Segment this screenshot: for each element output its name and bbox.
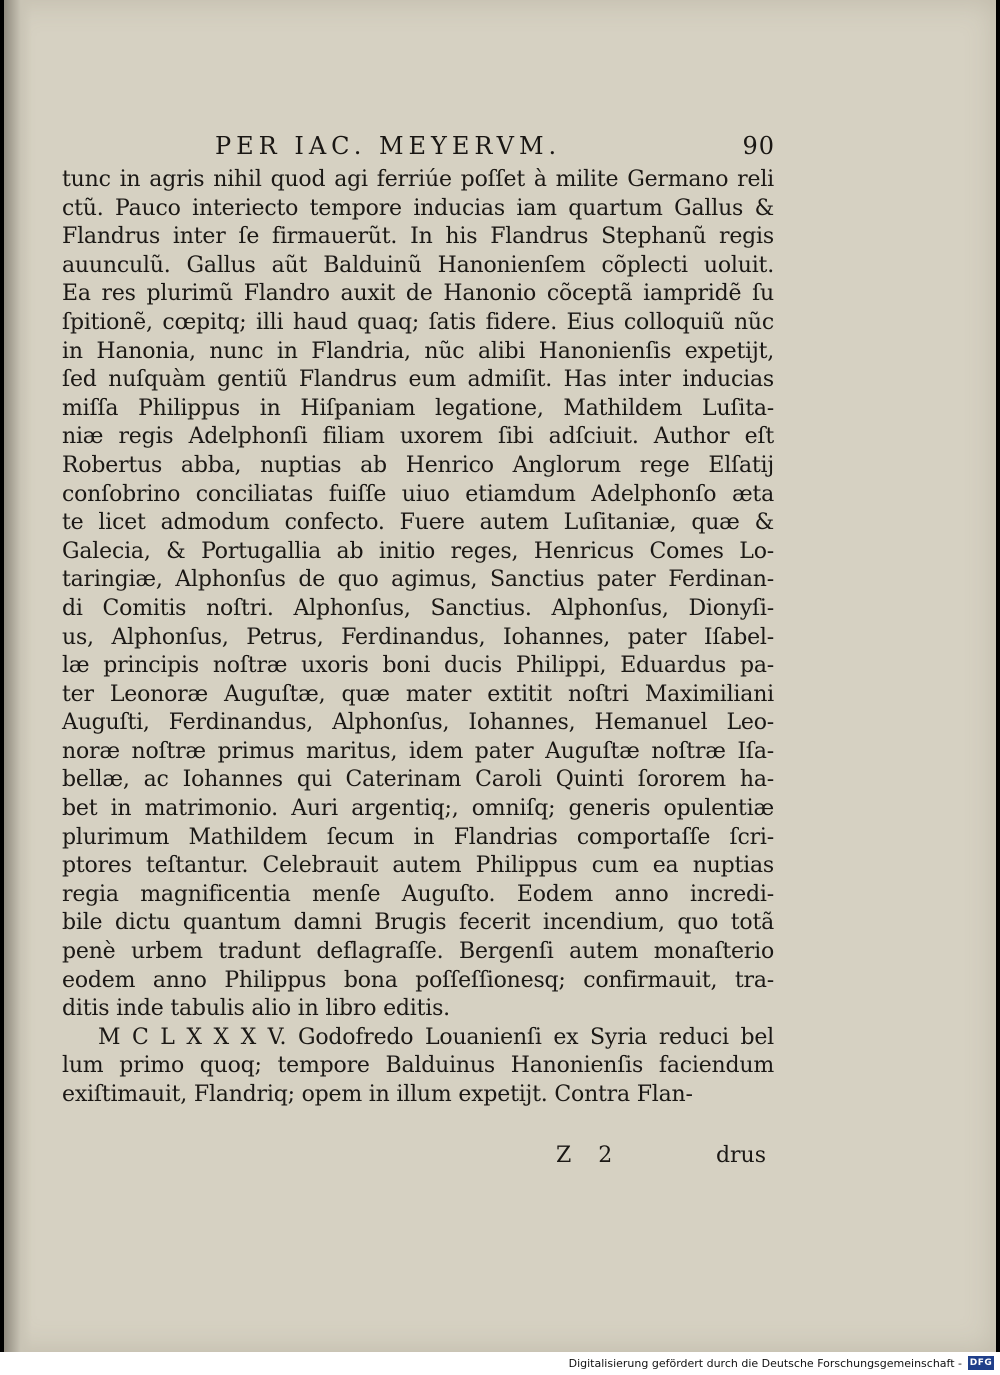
footer-bar [0, 1352, 1000, 1375]
dfg-logo: DFG [969, 1358, 993, 1368]
text-line: regia magnificentia menſe Auguſto. Eodem anno incredi- [62, 881, 774, 907]
signature-line [556, 1143, 766, 1173]
text-line: di Comitis noſtri. Alphonſus, Sanctius. Alphonſus, Dionyſi- [62, 595, 774, 621]
text-line: conſobrino conciliatas fuiſſe uiuo etiamdum Adelphonſo æta [62, 481, 774, 507]
text-line: Galecia, & Portugallia ab initio reges, Henricus Comes Lo- [62, 538, 774, 564]
text-line: ditis inde tabulis alio in libro editis. [62, 996, 450, 1022]
signature-mark: Z 2 [556, 1143, 623, 1168]
funding-credit: Digitalisierung gefördert durch die Deutsche Forschungsgemeinschaft - [568, 1357, 962, 1370]
text-line: penè urbem tradunt deflagraſſe. Bergenſi autem monaſterio [62, 939, 774, 965]
running-title: PER IAC. MEYERVM. [215, 132, 562, 160]
text-line: ſed nuſquàm gentiũ Flandrus eum admiſit. Has inter inducias [62, 367, 774, 393]
text-line: læ principis noſtræ uxoris boni ducis Philippi, Eduardus pa- [62, 653, 774, 679]
text-line: Auguſti, Ferdinandus, Alphonſus, Iohannes, Hemanuel Leo- [62, 710, 774, 736]
text-line: tunc in agris nihil quod agi ferriúe poſſet à milite Germano reli [62, 167, 774, 192]
text-line: ter Leonoræ Auguſtæ, quæ mater extitit noſtri Maximiliani [62, 681, 774, 707]
page-header [215, 132, 775, 168]
text-line: ptores teſtantur. Celebrauit autem Philippus cum ea nuptias [62, 853, 774, 879]
text-line: ſpitionẽ, cœpitq; illi haud quaq; ſatis fidere. Eius colloquiũ nũc [62, 309, 774, 335]
text-line: exiſtimauit, Flandriq; opem in illum expetijt. Contra Flan- [62, 1082, 693, 1107]
catchword: drus [715, 1143, 766, 1168]
text-line: ctũ. Pauco interiecto tempore inducias iam quartum Gallus & [62, 195, 774, 221]
text-line: miſſa Philippus in Hiſpaniam legatione, Mathildem Luſita- [62, 395, 774, 421]
text-line: Robertus abba, nuptias ab Henrico Anglorum rege Elſatij [62, 452, 774, 478]
text-line: niæ regis Adelphonſi filiam uxorem ſibi adſciuit. Author eſt [62, 424, 774, 450]
text-line: us, Alphonſus, Petrus, Ferdinandus, Iohannes, pater Iſabel- [62, 624, 774, 650]
text-line: bet in matrimonio. Auri argentiq;, omniſq; generis opulentiæ [62, 796, 774, 822]
page-gutter-shadow [4, 0, 32, 1352]
folio-number: 90 [742, 132, 775, 160]
text-line: taringiæ, Alphonſus de quo agimus, Sanctius pater Ferdinan- [62, 567, 774, 593]
text-line: te licet admodum confecto. Fuere autem Luſitaniæ, quæ & [62, 510, 774, 536]
text-line: Ea res plurimũ Flandro auxit de Hanonio cõceptã iampridẽ ſu [62, 281, 774, 307]
text-line: lum primo quoq; tempore Balduinus Hanonienſis faciendum [62, 1053, 774, 1079]
text-line: M C L X X X V. Godofredo Louanienſi ex Syria reduci bel [98, 1024, 774, 1050]
text-line: auunculũ. Gallus aũt Balduinũ Hanonienſem cõplecti uoluit. [62, 252, 774, 278]
text-line: plurimum Mathildem ſecum in Flandrias comportaſſe ſcri- [62, 824, 774, 850]
text-line: Flandrus inter ſe firmauerũt. In his Flandrus Stephanũ regis [62, 224, 774, 250]
text-line: eodem anno Philippus bona poſſeſſionesq; confirmauit, tra- [62, 967, 774, 993]
text-line: in Hanonia, nunc in Flandria, nũc alibi Hanonienſis expetijt, [62, 338, 774, 364]
text-line: noræ noſtræ primus maritus, idem pater Auguſtæ noſtræ Iſa- [62, 738, 774, 764]
text-line: bile dictu quantum damni Brugis fecerit incendium, quo totã [62, 910, 774, 936]
text-line: bellæ, ac Iohannes qui Caterinam Caroli Quinti ſororem ha- [62, 767, 774, 793]
body-text [62, 166, 774, 1110]
